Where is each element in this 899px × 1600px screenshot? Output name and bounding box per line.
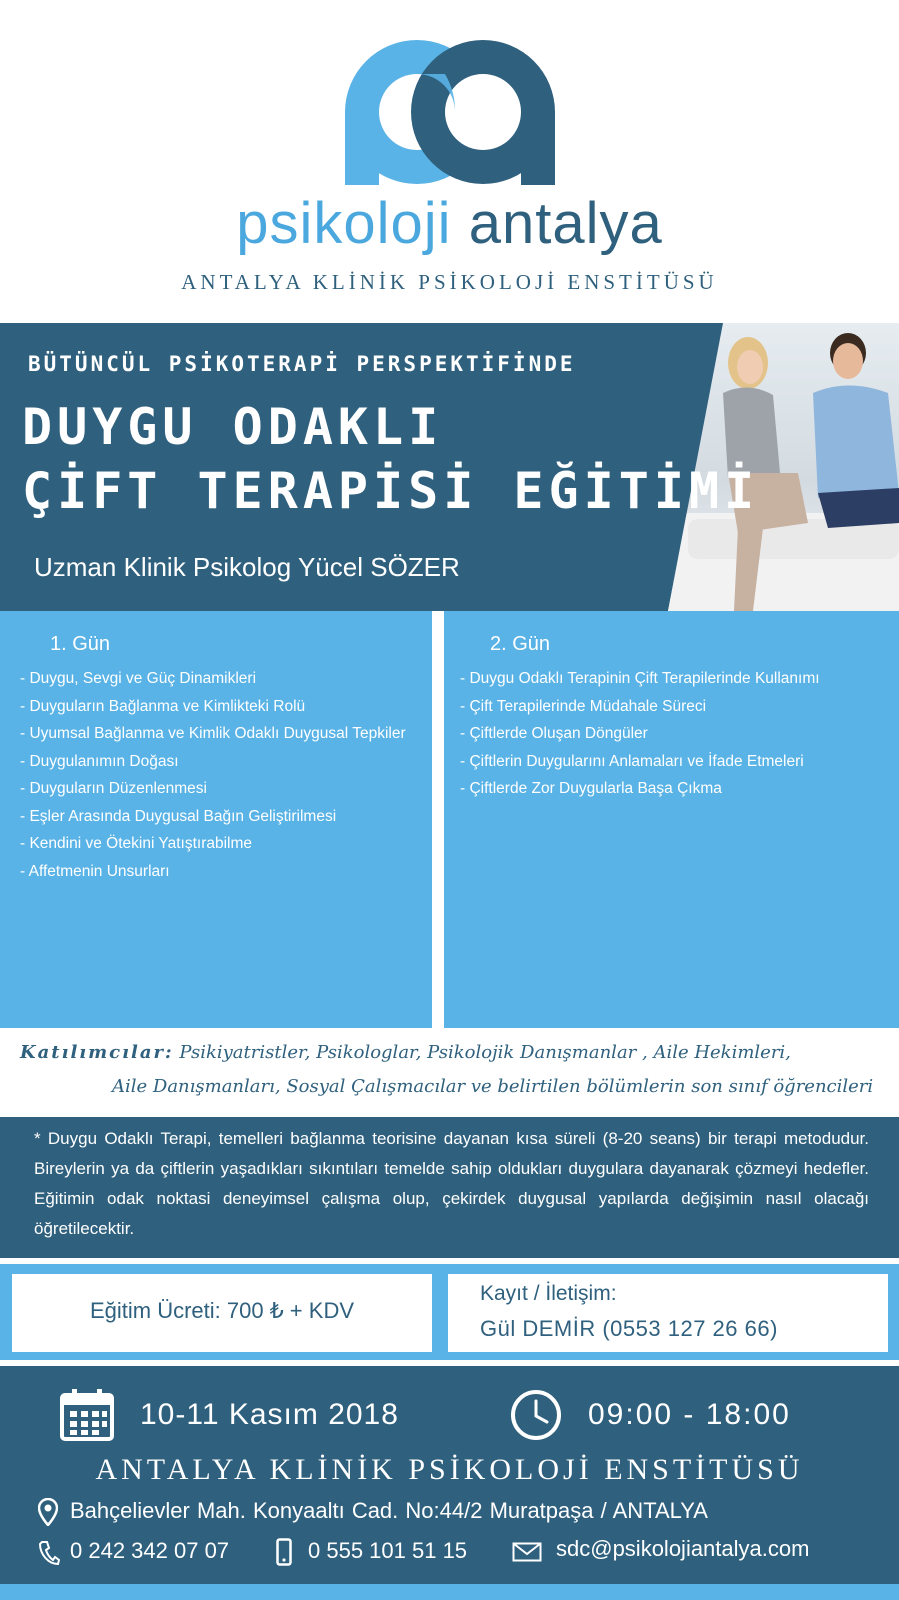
footer-institute: ANTALYA KLİNİK PSİKOLOJİ ENSTİTÜSÜ bbox=[95, 1453, 804, 1486]
mobile-phone-icon bbox=[276, 1538, 292, 1566]
presenter-name: Uzman Klinik Psikolog Yücel SÖZER bbox=[34, 552, 460, 582]
pa-monogram-icon bbox=[345, 40, 555, 185]
brand-name-part2: antalya bbox=[468, 191, 663, 256]
day2-panel bbox=[444, 611, 899, 1028]
day2-label: 2. Gün bbox=[490, 633, 551, 655]
day2-topics bbox=[460, 665, 893, 803]
title-line2: ÇİFT TERAPİSİ EĞİTİMİ bbox=[22, 462, 760, 520]
mail-icon bbox=[512, 1542, 542, 1562]
brand-subtitle: ANTALYA KLİNİK PSİKOLOJİ ENSTİTÜSÜ bbox=[181, 270, 718, 294]
list-item: - Uyumsal Bağlanma ve Kimlik Odaklı Duygusal Tepkiler bbox=[20, 725, 406, 742]
list-item: - Duygulanımın Doğası bbox=[20, 752, 179, 770]
list-item: - Affetmenin Unsurları bbox=[20, 862, 170, 880]
list-item: - Kendini ve Ötekini Yatıştırabilme bbox=[20, 835, 253, 852]
list-item: - Duygu, Sevgi ve Güç Dinamikleri bbox=[20, 670, 257, 687]
list-item: - Duyguların Düzenlenmesi bbox=[20, 780, 207, 797]
brand-name-part1: psikoloji bbox=[236, 191, 452, 256]
description: * Duygu Odaklı Terapi, temelleri bağlanma teorisine dayanan kısa süreli (8-20 seans) bir terapi metodudur. Bireylerin ya da çiftlerin yaşadıkları sıkıntıları temelde sahip oldukları duygulara dayanarak çözmeyi hedefler. Eğitimin odak noktasi deneyimsel çalışma olup, çekirdek duygusal yapılarda değişimin nasıl olacağı öğretilecektir. bbox=[34, 1129, 869, 1238]
address: Bahçelievler Mah. Konyaaltı Cad. No:44/2 Muratpaşa / ANTALYA bbox=[70, 1498, 708, 1523]
calendar-icon bbox=[60, 1387, 114, 1441]
footer-stripe bbox=[0, 1584, 899, 1600]
list-item: - Çiftlerde Zor Duygularla Başa Çıkma bbox=[460, 780, 722, 797]
title-kicker: BÜTÜNCÜL PSİKOTERAPİ PERSPEKTİFİNDE bbox=[28, 352, 576, 376]
title-line1: DUYGU ODAKLI bbox=[22, 398, 444, 456]
clock-icon bbox=[510, 1389, 562, 1441]
contact-label: Kayıt / İletişim: bbox=[480, 1282, 617, 1305]
participants-line1: Psikiyatristler, Psikologlar, Psikolojik Danışmanlar , Aile Hekimleri, bbox=[179, 1042, 791, 1063]
brand-name bbox=[0, 190, 899, 257]
fee-text: Eğitim Ücreti: 700 ₺ + KDV bbox=[89, 1298, 355, 1323]
list-item: - Duyguların Bağlanma ve Kimlikteki Rolü bbox=[20, 697, 306, 715]
mobile-number[interactable]: 0 555 101 51 15 bbox=[308, 1538, 468, 1563]
list-item: - Çiftlerde Oluşan Döngüler bbox=[460, 725, 648, 742]
list-item: - Çiftlerin Duygularını Anlamaları ve İfade Etmeleri bbox=[460, 752, 804, 770]
day1-label: 1. Gün bbox=[50, 633, 111, 655]
list-item: - Eşler Arasında Duygusal Bağın Geliştirilmesi bbox=[20, 807, 337, 825]
participants bbox=[20, 1036, 880, 1104]
event-time: 09:00 - 18:00 bbox=[588, 1398, 791, 1431]
phone-number[interactable]: 0 242 342 07 07 bbox=[70, 1538, 230, 1563]
event-date: 10-11 Kasım 2018 bbox=[140, 1398, 399, 1431]
participants-line2: Aile Danışmanları, Sosyal Çalışmacılar ve belirtilen bölümlerin son sınıf öğrencileri bbox=[112, 1076, 874, 1097]
day1-panel bbox=[0, 611, 432, 1028]
day1-topics bbox=[20, 665, 426, 885]
location-pin-icon bbox=[38, 1498, 58, 1526]
list-item: - Çift Terapilerinde Müdahale Süreci bbox=[460, 697, 707, 715]
participants-label: Katılımcılar: bbox=[20, 1042, 174, 1063]
email-link[interactable]: sdc@psikolojiantalya.com bbox=[556, 1536, 810, 1561]
phone-icon bbox=[38, 1540, 60, 1566]
list-item: - Duygu Odaklı Terapinin Çift Terapilerinde Kullanımı bbox=[460, 670, 820, 687]
contact-value: Gül DEMİR (0553 127 26 66) bbox=[480, 1316, 778, 1341]
